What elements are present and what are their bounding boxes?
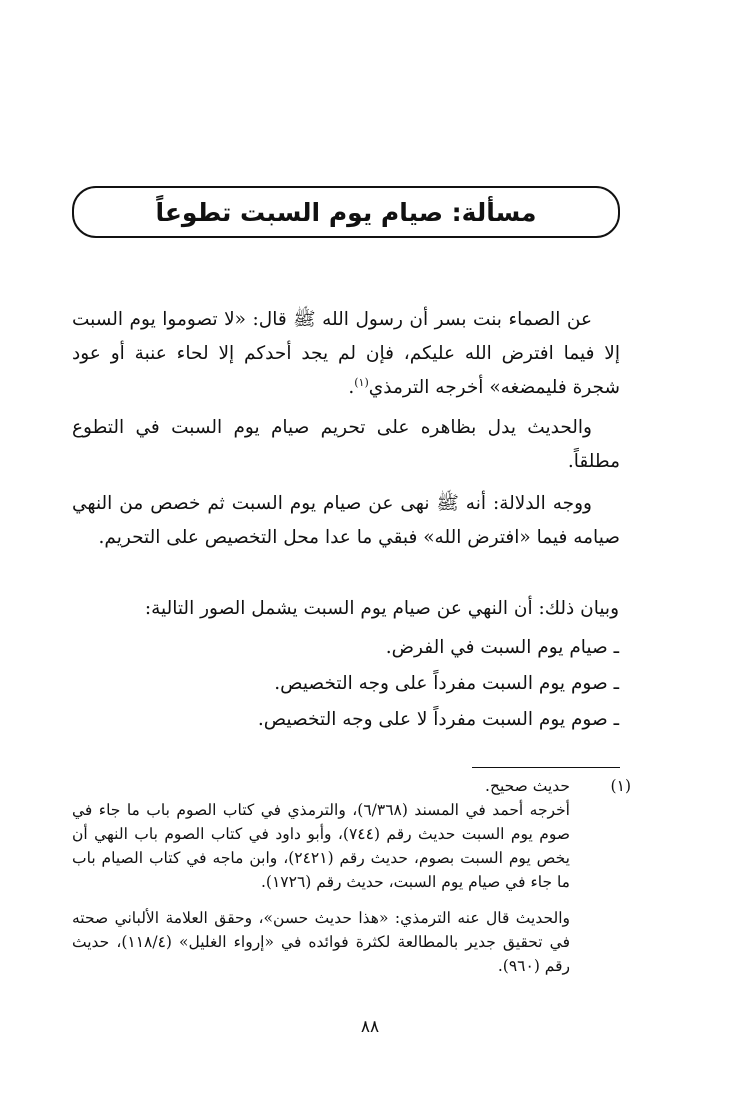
paragraph-meaning: والحديث يدل بظاهره على تحريم صيام يوم السبت في التطوع مطلقاً. xyxy=(72,417,620,472)
case-item: ـ صوم يوم السبت مفرداً على وجه التخصيص. xyxy=(274,673,619,694)
paragraph-hadith xyxy=(72,303,620,405)
paragraph-hadith-text: عن الصماء بنت بسر أن رسول الله ﷺ قال: «لا تصوموا يوم السبت إلا فيما افترض الله عليكم، فإن لم يجد أحدكم إلا لحاء عنبة أو عود شجرة فليمضغه» أخرجه الترمذي xyxy=(72,309,620,398)
footnote-reference: (١) xyxy=(354,375,369,389)
footnote-number: (١) xyxy=(610,777,631,795)
page-title: مسألة: صيام يوم السبت تطوعاً xyxy=(155,197,537,227)
page-number: ٨٨ xyxy=(360,1017,380,1037)
cases-list xyxy=(258,630,619,738)
footnote-authentication: والحديث قال عنه الترمذي: «هذا حديث حسن»، وحقق العلامة الألباني صحته في تحقيق جدير بالمطالعة لكثرة فوائده في «إرواء الغليل» (١١٨/٤)، حديث رقم (٩٦٠). xyxy=(72,909,570,975)
paragraph-hadith-end: . xyxy=(348,377,355,398)
footnote-grade: حديث صحيح. xyxy=(485,777,570,795)
cases-intro: وبيان ذلك: أن النهي عن صيام يوم السبت يشمل الصور التالية: xyxy=(144,598,619,619)
footnote-divider xyxy=(472,767,620,768)
case-item: ـ صيام يوم السبت في الفرض. xyxy=(385,637,619,658)
title-frame xyxy=(72,186,620,238)
paragraph-evidence: ووجه الدلالة: أنه ﷺ نهى عن صيام يوم السبت ثم خصص من النهي صيامه فيما «افترض الله» فبقي ما عدا محل التخصيص على التحريم. xyxy=(72,493,620,548)
case-item: ـ صوم يوم السبت مفرداً لا على وجه التخصيص. xyxy=(257,709,619,730)
footnote-sources: أخرجه أحمد في المسند (٦/٣٦٨)، والترمذي في كتاب الصوم باب ما جاء في صوم يوم السبت حديث رقم (٧٤٤)، وأبو داود في كتاب الصوم باب النهي أن يخص يوم السبت بصوم، حديث رقم (٢٤٢١)، وابن ماجه في كتاب الصيام باب ما جاء في صيام يوم السبت، حديث رقم (١٧٢٦). xyxy=(72,801,570,891)
